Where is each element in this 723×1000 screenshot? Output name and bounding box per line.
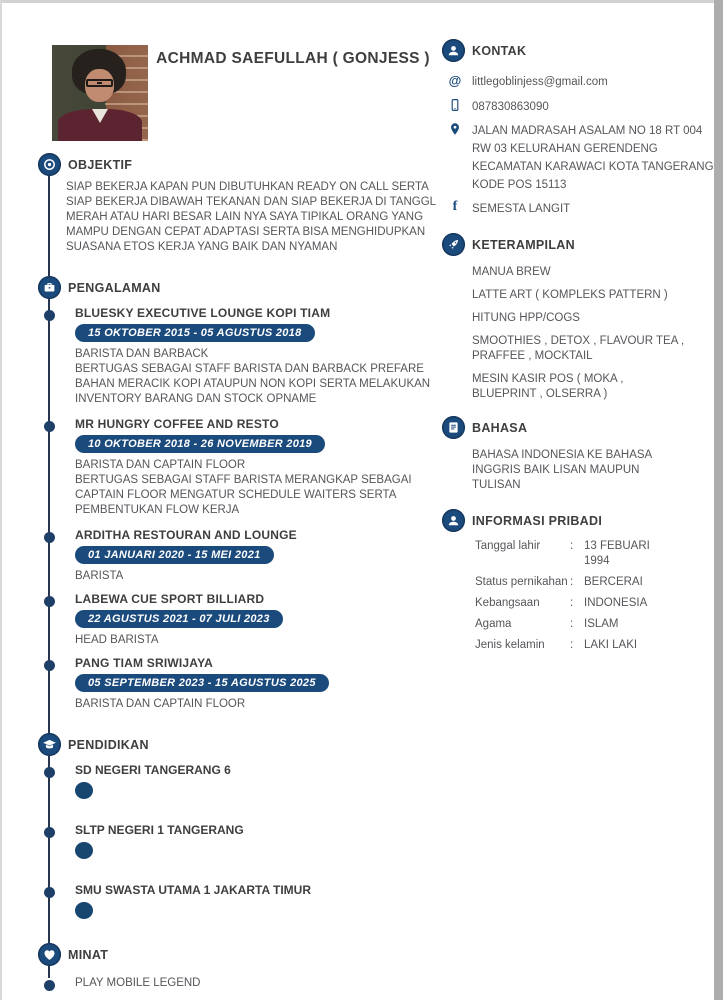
keterampilan-title: KETERAMPILAN: [472, 237, 575, 252]
info-row: [475, 539, 714, 569]
screen-edge-left: [0, 0, 2, 1000]
bahasa-body: BAHASA INDONESIA KE BAHASA INGGRIS BAIK LISAN MAUPUN TULISAN: [472, 449, 652, 491]
info-row: [475, 638, 714, 653]
personal-info-table: [440, 539, 714, 653]
info-colon: [570, 596, 584, 611]
profile-photo: [52, 45, 148, 141]
interest-label: PLAY MOBILE LEGEND: [75, 977, 201, 989]
timeline-dot: [44, 596, 55, 607]
education-entry: [36, 883, 438, 919]
skill-item: MANUA BREW: [472, 266, 551, 278]
info-label: Tanggal lahir: [475, 540, 541, 552]
resume-page: [2, 3, 712, 1000]
info-row: [475, 575, 714, 590]
person-icon: [442, 509, 465, 532]
job-role: BARISTA: [75, 570, 124, 582]
company-name: MR HUNGRY COFFEE AND RESTO: [75, 417, 279, 431]
job-role: BARISTA DAN CAPTAIN FLOOR: [75, 459, 246, 471]
email-value: littlegoblinjess@gmail.com: [472, 76, 608, 88]
education-list: [36, 763, 438, 919]
school-name: SMU SWASTA UTAMA 1 JAKARTA TIMUR: [75, 883, 311, 897]
objektif-title: OBJEKTIF: [68, 157, 133, 172]
rocket-icon: [442, 233, 465, 256]
skill-item: SMOOTHIES , DETOX , FLAVOUR TEA , PRAFFEE , MOCKTAIL: [472, 335, 685, 362]
heart-icon: [38, 943, 61, 966]
section-minat: [36, 943, 438, 966]
section-pendidikan: [36, 733, 438, 756]
period-badge: 15 OKTOBER 2015 - 05 AGUSTUS 2018: [75, 324, 315, 342]
bahasa-title: BAHASA: [472, 420, 528, 435]
experience-entry: [36, 417, 438, 518]
timeline-dot: [44, 887, 55, 898]
period-badge: 22 AGUSTUS 2021 - 07 JULI 2023: [75, 610, 283, 628]
timeline-dot: [44, 767, 55, 778]
info-colon: [570, 539, 584, 569]
skill-item: MESIN KASIR POS ( MOKA , BLUEPRINT , OLSERRA ): [472, 373, 624, 400]
education-period-dot: [75, 782, 93, 799]
resume-header: [36, 45, 438, 141]
school-name: SD NEGERI TANGERANG 6: [75, 763, 231, 777]
section-objektif: [36, 153, 438, 176]
experience-entry: [36, 528, 438, 584]
job-description: BERTUGAS SEBAGAI STAFF BARISTA DAN BARBACK PREFARE BAHAN MERACIK KOPI ATAUPUN NON KOPI SERTA MELAKUKAN INVENTORY BARANG DAN STOCK OPNAME: [75, 363, 431, 405]
phone-icon: [447, 97, 463, 113]
info-label: Jenis kelamin: [475, 639, 545, 651]
target-icon: [38, 153, 61, 176]
info-label: Agama: [475, 618, 512, 630]
timeline-dot: [44, 660, 55, 671]
kontak-title: KONTAK: [472, 43, 527, 58]
company-name: ARDITHA RESTOURAN AND LOUNGE: [75, 528, 297, 542]
contact-phone-row: [440, 97, 714, 115]
timeline-dot: [44, 980, 55, 991]
skill-list: [440, 265, 714, 402]
language-document-icon: [442, 416, 465, 439]
company-name: LABEWA CUE SPORT BILLIARD: [75, 592, 265, 606]
info-value: BERCERAI: [584, 576, 643, 588]
graduation-cap-icon: [38, 733, 61, 756]
pengalaman-title: PENGALAMAN: [68, 280, 161, 295]
location-pin-icon: [447, 121, 463, 137]
pendidikan-title: PENDIDIKAN: [68, 737, 149, 752]
screen-edge-right: [714, 0, 723, 1000]
facebook-icon: f: [452, 199, 458, 214]
phone-value: 087830863090: [472, 101, 549, 113]
experience-list: [36, 306, 438, 712]
facebook-value: SEMESTA LANGIT: [472, 203, 571, 215]
contact-address-row: [440, 121, 714, 193]
period-badge: 05 SEPTEMBER 2023 - 15 AGUSTUS 2025: [75, 674, 329, 692]
school-name: SLTP NEGERI 1 TANGERANG: [75, 823, 244, 837]
briefcase-icon: [38, 276, 61, 299]
email-at-icon: @: [448, 72, 462, 88]
info-row: [475, 617, 714, 632]
experience-entry: [36, 592, 438, 648]
job-role: BARISTA DAN CAPTAIN FLOOR: [75, 698, 246, 710]
interest-item: [36, 976, 438, 991]
job-role: HEAD BARISTA: [75, 634, 159, 646]
job-description: BERTUGAS SEBAGAI STAFF BARISTA MERANGKAP SEBAGAI CAPTAIN FLOOR MENGATUR SCHEDULE WAITERS SERTA PEMBENTUKAN FLOW KERJA: [75, 474, 412, 516]
section-bahasa: [440, 416, 714, 439]
info-colon: [570, 575, 584, 590]
informasi-pribadi-title: INFORMASI PRIBADI: [472, 513, 603, 528]
education-entry: [36, 823, 438, 859]
contact-facebook-row: [440, 199, 714, 217]
section-kontak: [440, 39, 714, 62]
screen-edge-top: [0, 0, 723, 3]
left-column: [36, 3, 438, 991]
job-role: BARISTA DAN BARBACK: [75, 348, 209, 360]
timeline-dot: [44, 532, 55, 543]
candidate-name: ACHMAD SAEFULLAH ( GONJESS ): [156, 50, 430, 67]
info-colon: [570, 638, 584, 653]
period-badge: 10 OKTOBER 2018 - 26 NOVEMBER 2019: [75, 435, 325, 453]
period-badge: 01 JANUARI 2020 - 15 MEI 2021: [75, 546, 274, 564]
person-icon: [442, 39, 465, 62]
experience-entry: [36, 306, 438, 407]
minat-title: MINAT: [68, 947, 109, 962]
info-row: [475, 596, 714, 611]
right-column: [440, 3, 714, 659]
education-period-dot: [75, 842, 93, 859]
timeline-dot: [44, 421, 55, 432]
objektif-body: SIAP BEKERJA KAPAN PUN DIBUTUHKAN READY ON CALL SERTA SIAP BEKERJA DIBAWAH TEKANAN DAN SIAP BEKERJA DI TANGGL MERAH ATAU HARI BESAR LAIN NYA SAYA TIPIKAL ORANG YANG MAMPU DENGAN CEPAT ADAPTASI SERTA BISA MENGHIDUPKAN SUASANA ETOS KERJA YANG BAIK DAN NYAMAN: [66, 181, 436, 253]
info-colon: [570, 617, 584, 632]
section-pengalaman: [36, 276, 438, 299]
contact-email-row: [440, 72, 714, 90]
timeline-dot: [44, 310, 55, 321]
skill-item: HITUNG HPP/COGS: [472, 312, 580, 324]
company-name: BLUESKY EXECUTIVE LOUNGE KOPI TIAM: [75, 306, 331, 320]
address-value: JALAN MADRASAH ASALAM NO 18 RT 004 RW 03 KELURAHAN GERENDENG KECAMATAN KARAWACI KOTA TANGERANG KODE POS 15113: [472, 125, 714, 191]
skill-item: LATTE ART ( KOMPLEKS PATTERN ): [472, 289, 668, 301]
section-informasi-pribadi: [440, 509, 714, 532]
info-value: LAKI LAKI: [584, 639, 638, 651]
info-label: Status pernikahan: [475, 576, 568, 588]
info-value: ISLAM: [584, 618, 619, 630]
section-keterampilan: [440, 233, 714, 256]
education-period-dot: [75, 902, 93, 919]
timeline-dot: [44, 827, 55, 838]
info-value: INDONESIA: [584, 597, 648, 609]
company-name: PANG TIAM SRIWIJAYA: [75, 656, 214, 670]
info-value: 13 FEBUARI 1994: [584, 540, 650, 567]
info-label: Kebangsaan: [475, 597, 540, 609]
experience-entry: [36, 656, 438, 712]
education-entry: [36, 763, 438, 799]
